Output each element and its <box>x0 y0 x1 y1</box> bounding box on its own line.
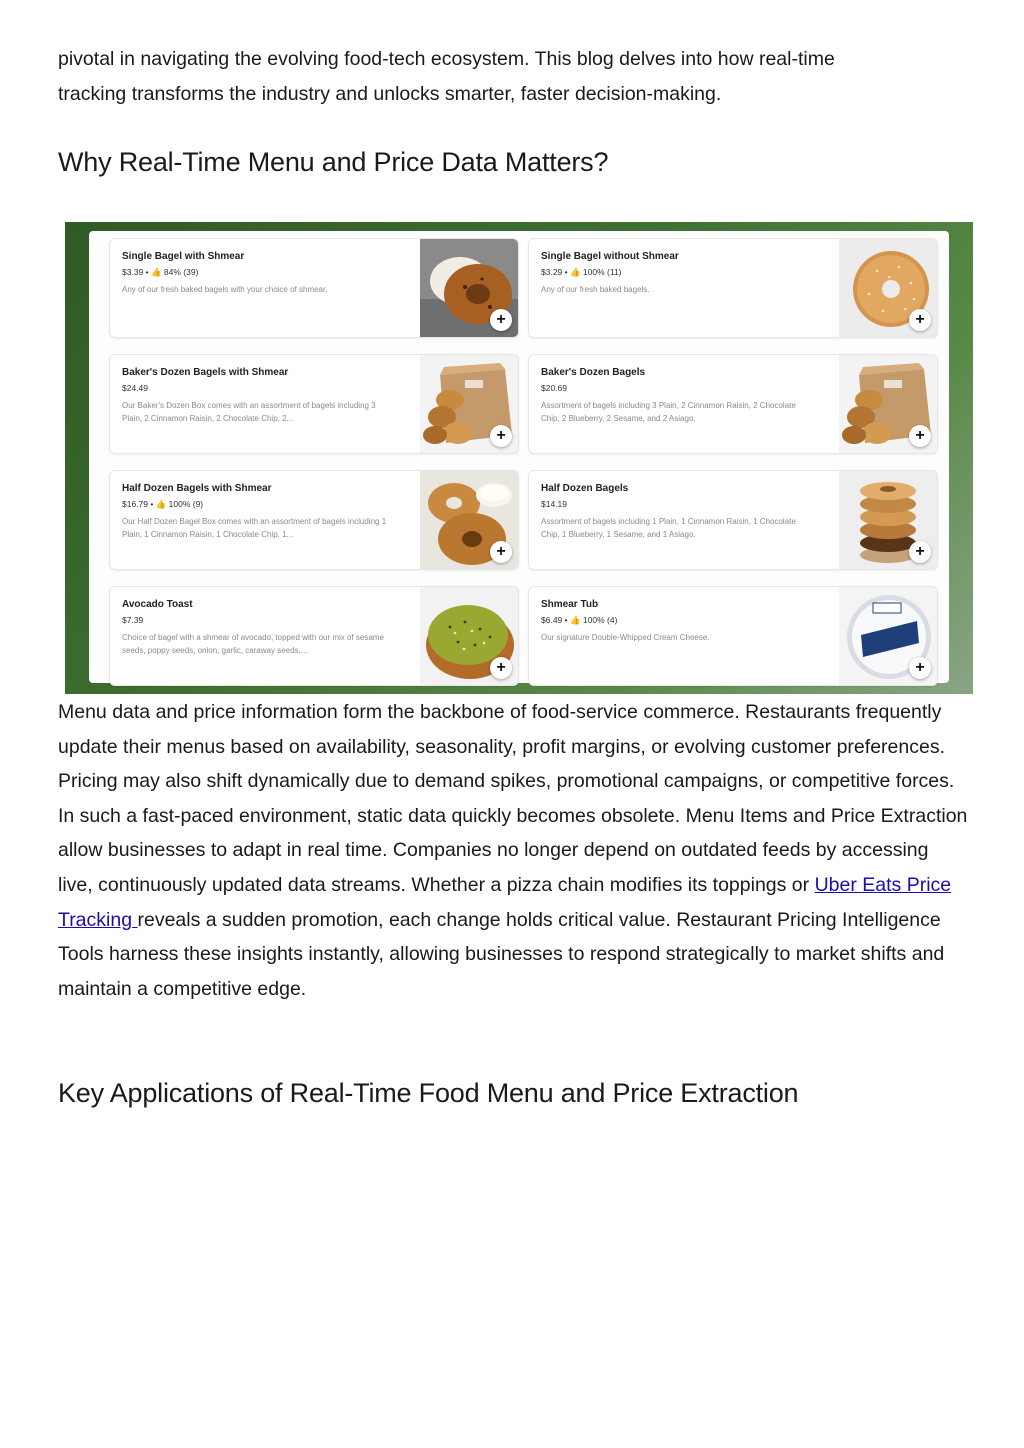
add-to-cart-button[interactable]: + <box>909 309 931 331</box>
body-text-after-link: reveals a sudden promotion, each change holds critical value. Restaurant Pricing Intelligence Tools harness these insights instantly, allowing businesses to respond strategically to market shifts and maintain a competitive edge. <box>58 908 945 1000</box>
menu-item-price: $14.19 <box>541 499 567 509</box>
menu-item-title: Baker's Dozen Bagels <box>541 367 646 378</box>
menu-item-title: Single Bagel with Shmear <box>122 251 245 262</box>
menu-item-price: $16.79 • 👍 100% (9) <box>122 499 204 509</box>
add-to-cart-button[interactable]: + <box>490 541 512 563</box>
menu-item-card[interactable] <box>528 470 938 570</box>
menu-item-description: Assortment of bagels including 3 Plain, 2 Cinnamon Raisin, 2 Chocolate Chip, 2 Blueberry, 2 Sesame, and 2 Asiago. <box>541 401 796 423</box>
menu-screenshot-image <box>65 222 973 694</box>
heading-key-applications: Key Applications of Real-Time Food Menu and Price Extraction <box>58 1078 799 1108</box>
menu-item-title: Avocado Toast <box>122 599 193 610</box>
body-text-before-link: Menu data and price information form the backbone of food-service commerce. Restaurants frequently update their menus based on availability, seasonality, profit margins, or evolving customer preferences. Pricing may also shift dynamically due to demand spikes, promotional campaigns, or competitive forces. In such a fast-paced environment, static data quickly becomes obsolete. Menu Items and Price Extraction allow businesses to adapt in real time. Companies no longer depend on outdated feeds by accessing live, continuously updated data streams. Whether a pizza chain modifies its toppings or <box>58 701 968 896</box>
menu-item-price: $6.49 • 👍 100% (4) <box>541 615 618 625</box>
menu-item-card[interactable] <box>528 586 938 686</box>
intro-line-2: tracking transforms the industry and unlocks smarter, faster decision-making. <box>58 82 722 105</box>
menu-item-price: $3.29 • 👍 100% (11) <box>541 267 622 277</box>
menu-item-description: Our Baker's Dozen Box comes with an assortment of bagels including 3 Plain, 2 Cinnamon Raisin, 2 Chocolate Chip, 2... <box>122 401 376 423</box>
menu-item-title: Half Dozen Bagels with Shmear <box>122 483 272 494</box>
add-to-cart-button[interactable]: + <box>909 541 931 563</box>
menu-item-price: $7.39 <box>122 615 144 625</box>
body-paragraph <box>58 695 968 1006</box>
menu-item-price: $20.69 <box>541 383 567 393</box>
menu-item-card[interactable] <box>109 354 519 454</box>
menu-panel <box>89 231 949 683</box>
intro-paragraph <box>58 42 968 111</box>
menu-item-title: Baker's Dozen Bagels with Shmear <box>122 367 289 378</box>
menu-item-card[interactable] <box>528 238 938 338</box>
intro-line-1: pivotal in navigating the evolving food-tech ecosystem. This blog delves into how real-time <box>58 48 835 70</box>
menu-item-title: Half Dozen Bagels <box>541 483 629 494</box>
menu-item-card[interactable] <box>109 238 519 338</box>
uber-eats-price-tracking-link[interactable]: Uber Eats Price Tracking <box>58 873 952 931</box>
menu-item-price: $3.39 • 👍 84% (39) <box>122 267 199 277</box>
add-to-cart-button[interactable]: + <box>490 657 512 679</box>
menu-item-title: Shmear Tub <box>541 599 599 610</box>
heading-why-real-time: Why Real-Time Menu and Price Data Matters? <box>58 147 609 177</box>
menu-item-price: $24.49 <box>122 383 148 393</box>
menu-item-title: Single Bagel without Shmear <box>541 251 679 262</box>
menu-item-description: Choice of bagel with a shmear of avocado, topped with our mix of sesame seeds, poppy seeds, onion, garlic, caraway seeds,... <box>122 633 384 655</box>
menu-item-description: Any of our fresh baked bagels. <box>541 285 650 294</box>
add-to-cart-button[interactable]: + <box>490 309 512 331</box>
menu-item-card[interactable] <box>528 354 938 454</box>
menu-item-description: Any of our fresh baked bagels with your choice of shmear. <box>122 285 328 294</box>
menu-item-description: Our Half Dozen Bagel Box comes with an assortment of bagels including 1 Plain, 1 Cinnamon Raisin, 1 Chocolate Chip, 1... <box>122 517 387 539</box>
add-to-cart-button[interactable]: + <box>490 425 512 447</box>
menu-item-description: Our signature Double-Whipped Cream Cheese. <box>541 633 710 642</box>
add-to-cart-button[interactable]: + <box>909 425 931 447</box>
menu-item-description: Assortment of bagels including 1 Plain, 1 Cinnamon Raisin, 1 Chocolate Chip, 1 Blueberry, 1 Sesame, and 1 Asiago. <box>541 517 796 539</box>
menu-grid <box>109 238 938 686</box>
menu-item-card[interactable] <box>109 586 519 686</box>
menu-item-card[interactable] <box>109 470 519 570</box>
add-to-cart-button[interactable]: + <box>909 657 931 679</box>
